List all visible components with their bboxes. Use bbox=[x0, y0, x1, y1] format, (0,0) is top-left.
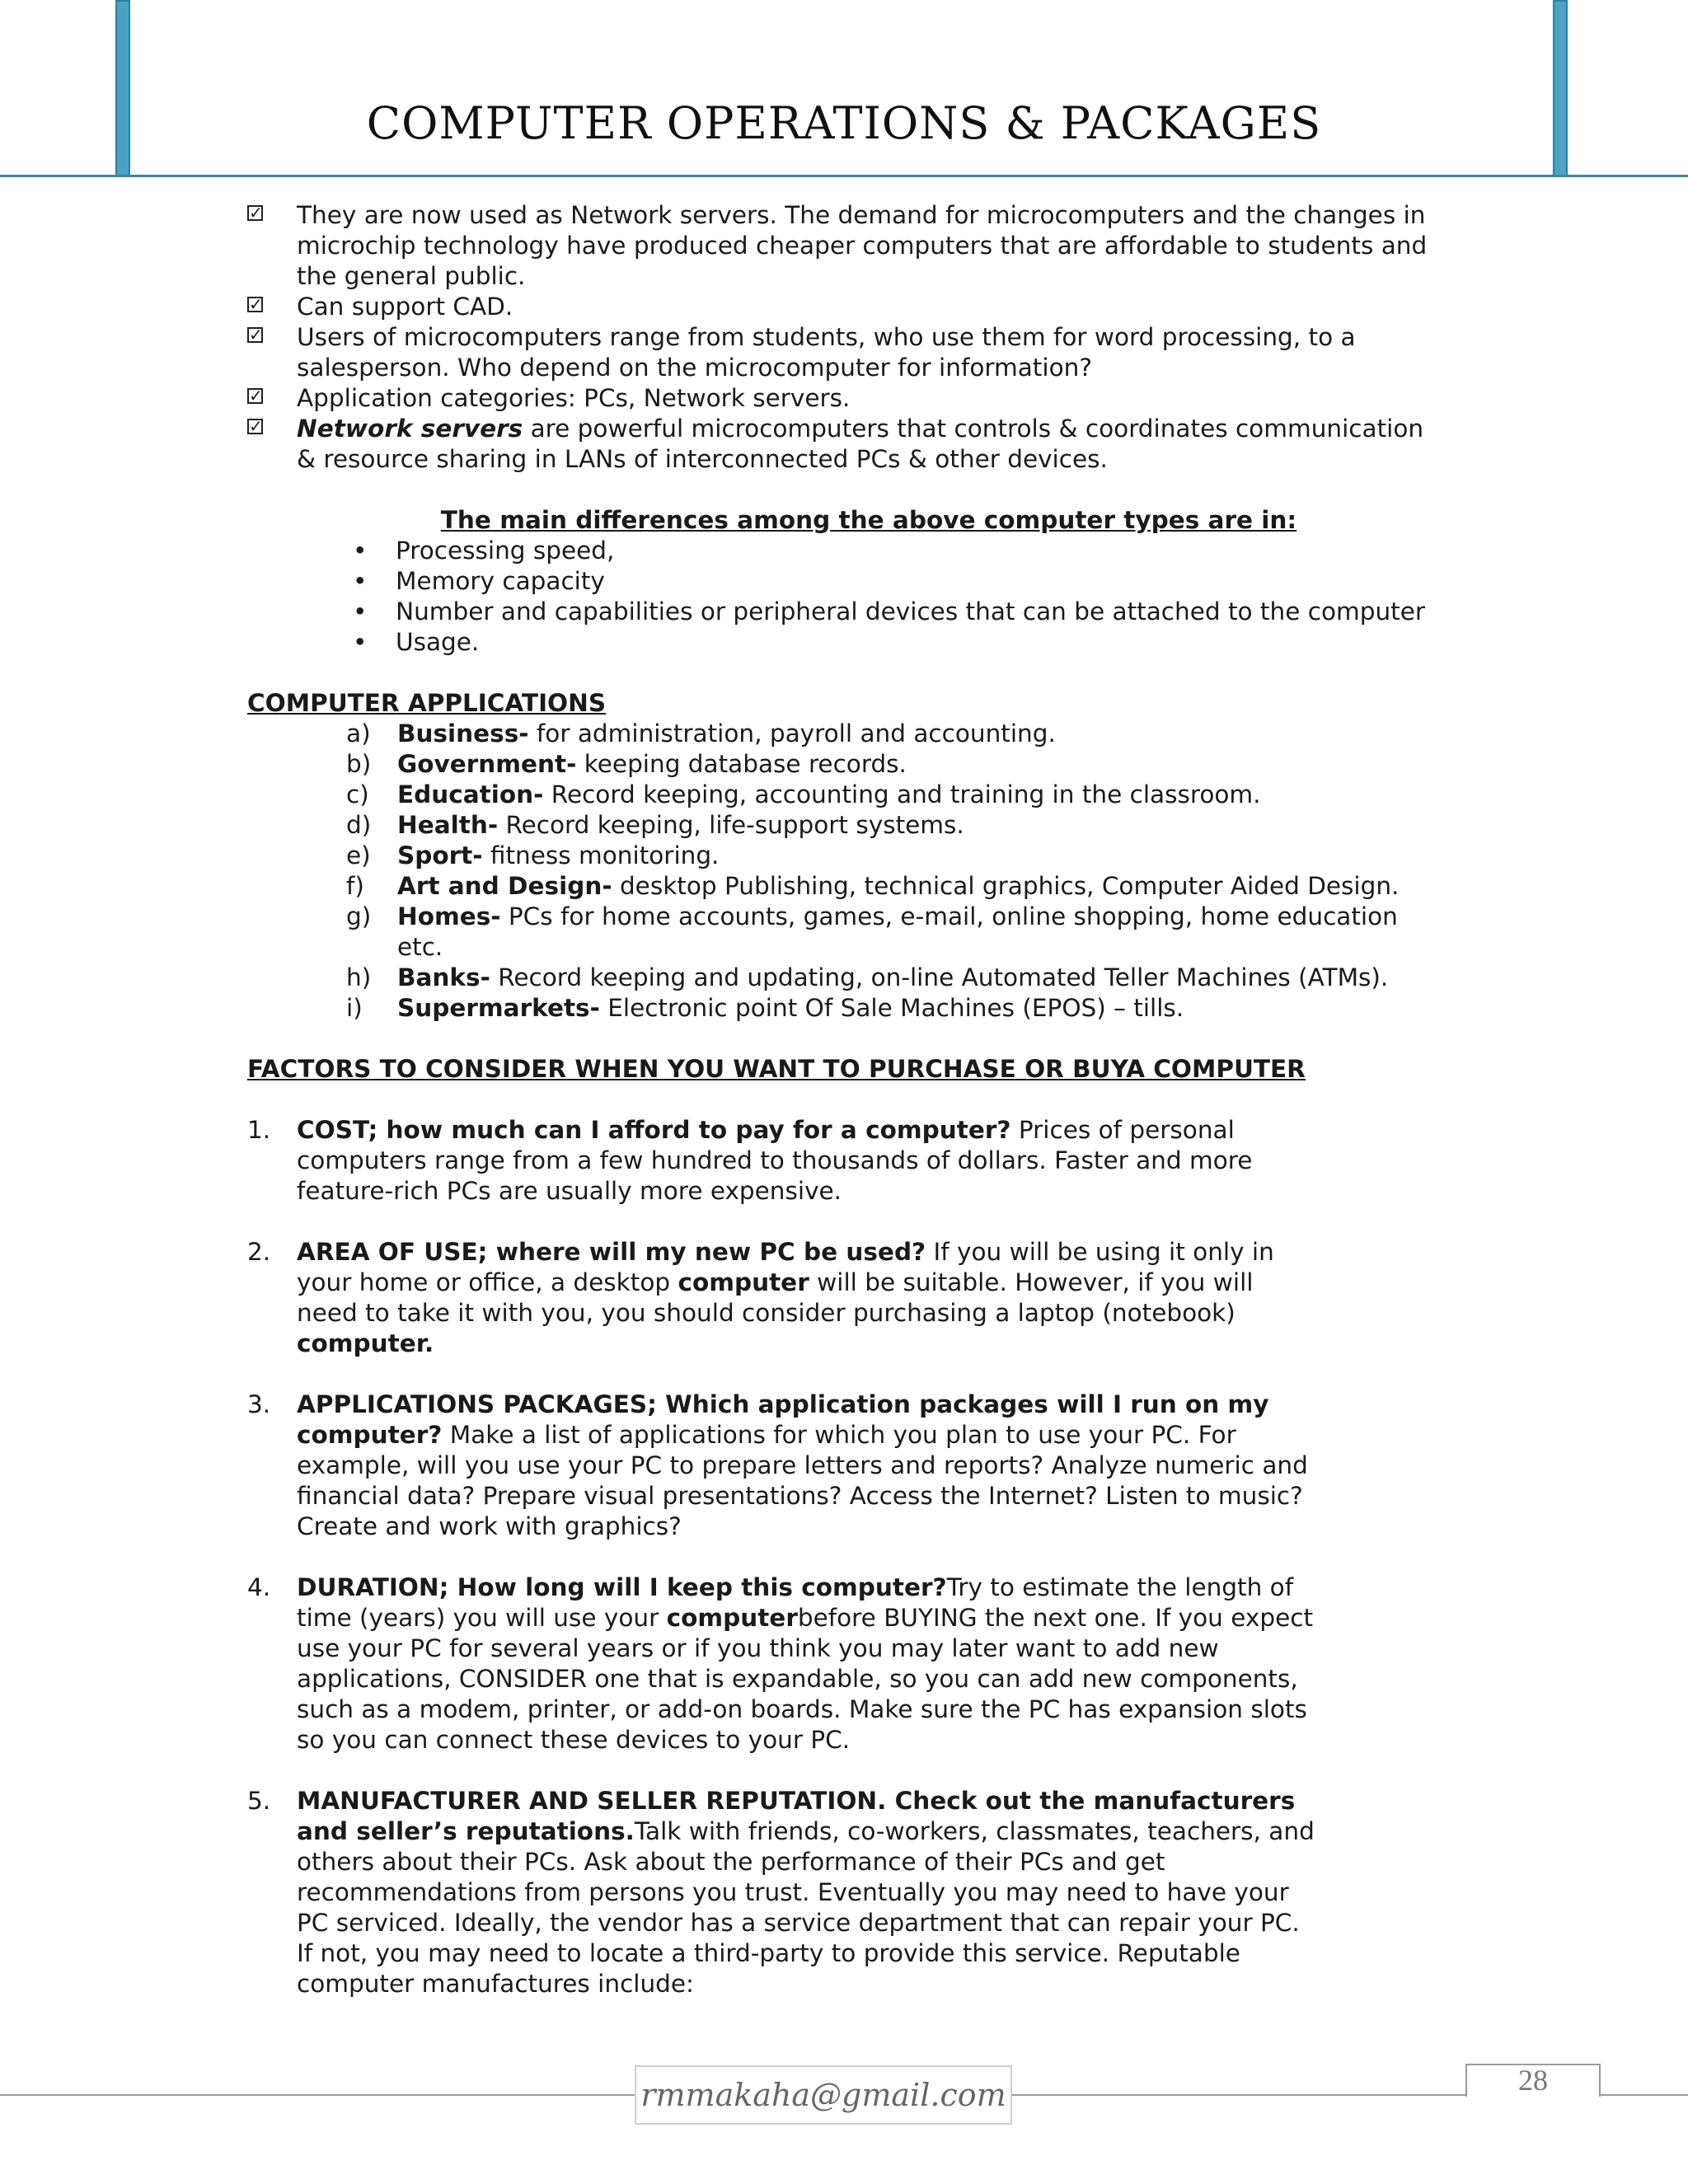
checkbox-checked-icon: ✓ bbox=[249, 203, 263, 223]
list-item: g) Homes- PCs for home accounts, games, e-mail, online shopping, home education etc. bbox=[346, 902, 1398, 961]
checkbox-checked-icon: ✓ bbox=[249, 294, 263, 314]
header-rule bbox=[0, 175, 1688, 177]
page-title: COMPUTER OPERATIONS & PACKAGES bbox=[366, 97, 1322, 149]
page-number: 28 bbox=[1465, 2064, 1601, 2097]
differences-heading: The main differences among the above computer types are in: bbox=[440, 506, 1297, 534]
header-bar-right bbox=[1553, 0, 1568, 176]
header-bar-left bbox=[115, 0, 130, 176]
list-item: h) Banks- Record keeping and updating, on-line Automated Teller Machines (ATMs). bbox=[346, 963, 1389, 991]
list-item: 3. APPLICATIONS PACKAGES; Which application packages will I run on my computer? Make a list of applications for which you plan to use your PC. For example, will you use your PC to prepare letters and reports? Analyze numeric and financial data? Prepare visual presentations? Access the Internet? Listen to music? Create and work with graphics? bbox=[247, 1390, 1308, 1540]
checklist-item: ✓ They are now used as Network servers. The demand for microcomputers and the changes in microchip technology have produced cheaper computers that are affordable to students and the general public. bbox=[249, 201, 1428, 290]
list-item: • Memory capacity bbox=[353, 567, 605, 595]
list-item: i) Supermarkets- Electronic point Of Sale Machines (EPOS) – tills. bbox=[346, 994, 1184, 1022]
footer-rule-left bbox=[0, 2094, 635, 2096]
list-item: f) Art and Design- desktop Publishing, technical graphics, Computer Aided Design. bbox=[346, 872, 1400, 900]
factors-heading: FACTORS TO CONSIDER WHEN YOU WANT TO PURCHASE OR BUYA COMPUTER bbox=[247, 1055, 1306, 1083]
footer-rule-far-right bbox=[1601, 2094, 1688, 2096]
bullet-icon: • bbox=[353, 567, 368, 595]
list-item: e) Sport- fitness monitoring. bbox=[346, 841, 720, 869]
list-item: • Number and capabilities or peripheral devices that can be attached to the computer bbox=[353, 598, 1425, 626]
footer-email: rmmakaha@gmail.com bbox=[635, 2065, 1012, 2125]
list-item: c) Education- Record keeping, accounting and training in the classroom. bbox=[346, 780, 1261, 808]
checkbox-checked-icon: ✓ bbox=[249, 416, 263, 436]
bullet-icon: • bbox=[353, 537, 368, 565]
list-item: b) Government- keeping database records. bbox=[346, 750, 907, 778]
term-network-servers: Network servers bbox=[297, 415, 523, 443]
list-item: • Usage. bbox=[353, 628, 480, 656]
list-item: a) Business- for administration, payroll and accounting. bbox=[346, 719, 1056, 748]
bullet-icon: • bbox=[353, 598, 368, 626]
list-item: 2. AREA OF USE; where will my new PC be used? If you will be using it only in your home or office, a desktop computer will be suitable. However, if you will need to take it with you, you should consider purchasing a laptop (notebook) computer. bbox=[247, 1238, 1274, 1357]
list-item: 4. DURATION; How long will I keep this computer?Try to estimate the length of time (years) you will use your computerbefore BUYING the next one. If you expect use your PC for several years or if you think you may later want to add new applications, CONSIDER one that is expandable, so you can add new components, such as a modem, printer, or add-on boards. Make sure the PC has expansion slots so you can connect these devices to your PC. bbox=[247, 1573, 1314, 1754]
document-body bbox=[0, 200, 1688, 1999]
checklist-item: ✓ Application categories: PCs, Network servers. bbox=[249, 384, 851, 412]
list-item: 5. MANUFACTURER AND SELLER REPUTATION. Check out the manufacturers and seller’s reputations.Talk with friends, co-workers, classmates, teachers, and others about their PCs. Ask about the performance of their PCs and get recommendations from persons you trust. Eventually you may need to have your PC serviced. Ideally, the vendor has a service department that can repair your PC. If not, you may need to locate a third-party to provide this service. Reputable computer manufactures include: bbox=[247, 1787, 1315, 1998]
checkbox-checked-icon: ✓ bbox=[249, 386, 263, 405]
list-item: • Processing speed, bbox=[353, 537, 615, 565]
checkbox-checked-icon: ✓ bbox=[249, 325, 263, 344]
footer-rule-right bbox=[1012, 2094, 1465, 2096]
list-item: d) Health- Record keeping, life-support systems. bbox=[346, 811, 964, 839]
list-item: 1. COST; how much can I afford to pay for a computer? Prices of personal computers range from a few hundred to thousands of dollars. Faster and more feature-rich PCs are usually more expensive. bbox=[247, 1116, 1253, 1205]
bullet-icon: • bbox=[353, 628, 368, 656]
checklist-item: ✓ Can support CAD. bbox=[249, 293, 513, 321]
checklist-item: ✓ Network servers are powerful microcomputers that controls & coordinates communication & resource sharing in LANs of interconnected PCs & other devices. bbox=[249, 415, 1424, 473]
checklist-item: ✓ Users of microcomputers range from students, who use them for word processing, to a salesperson. Who depend on the microcomputer for information? bbox=[249, 323, 1356, 382]
applications-heading: COMPUTER APPLICATIONS bbox=[247, 689, 607, 717]
